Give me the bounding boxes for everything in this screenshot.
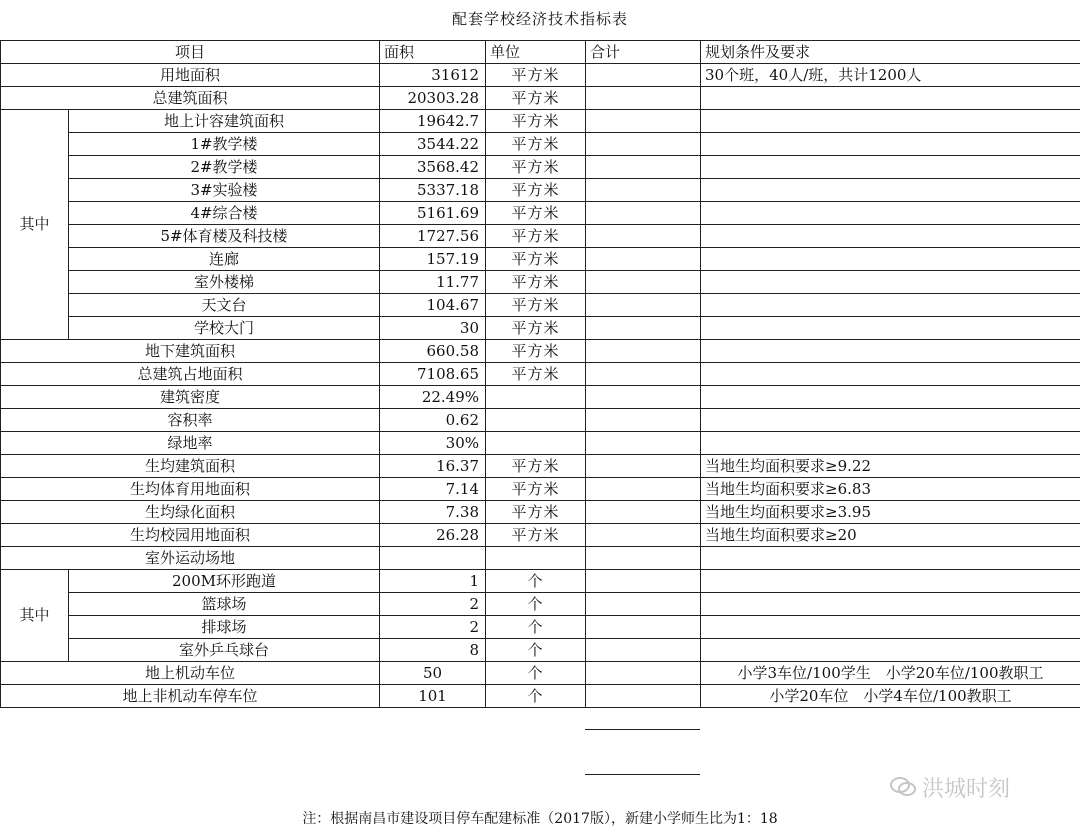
table-row [1, 179, 1080, 202]
table-row [1, 409, 1080, 432]
row-plan: 当地生均面积要求≥6.83 [701, 478, 1080, 501]
row-name: 地上计容建筑面积 [69, 110, 380, 133]
row-total [586, 478, 701, 501]
row-name: 篮球场 [69, 593, 380, 616]
row-name: 学校大门 [69, 317, 380, 340]
row-name: 连廊 [69, 248, 380, 271]
row-plan [701, 593, 1080, 616]
row-area: 5161.69 [380, 202, 486, 225]
row-unit [486, 409, 586, 432]
table-row [1, 685, 1080, 708]
row-unit: 平方米 [486, 133, 586, 156]
row-name: 4#综合楼 [69, 202, 380, 225]
total-split-line [585, 774, 700, 775]
row-plan [701, 225, 1080, 248]
row-name: 5#体育楼及科技楼 [69, 225, 380, 248]
table-row [1, 202, 1080, 225]
row-total [586, 409, 701, 432]
row-name: 排球场 [69, 616, 380, 639]
row-plan: 小学3车位/100学生 小学20车位/100教职工 [701, 662, 1080, 685]
table-row [1, 156, 1080, 179]
header-unit: 单位 [486, 41, 586, 64]
row-name: 天文台 [69, 294, 380, 317]
row-total [586, 616, 701, 639]
header-area: 面积 [380, 41, 486, 64]
row-total [586, 133, 701, 156]
row-area: 1727.56 [380, 225, 486, 248]
row-plan [701, 317, 1080, 340]
row-area: 104.67 [380, 294, 486, 317]
table-row [1, 455, 1080, 478]
table-row [1, 386, 1080, 409]
header-plan: 规划条件及要求 [701, 41, 1080, 64]
row-area: 7.14 [380, 478, 486, 501]
row-area: 3544.22 [380, 133, 486, 156]
table-row [1, 363, 1080, 386]
table-row [1, 271, 1080, 294]
row-name: 地上机动车位 [1, 662, 380, 685]
table-row [1, 570, 1080, 593]
row-name: 1#教学楼 [69, 133, 380, 156]
row-area: 20303.28 [380, 87, 486, 110]
row-plan [701, 616, 1080, 639]
row-area: 11.77 [380, 271, 486, 294]
table-row [1, 110, 1080, 133]
header-row [1, 41, 1080, 64]
row-unit: 平方米 [486, 478, 586, 501]
row-area: 2 [380, 593, 486, 616]
row-unit: 平方米 [486, 363, 586, 386]
row-name: 2#教学楼 [69, 156, 380, 179]
row-unit: 平方米 [486, 340, 586, 363]
row-total [586, 501, 701, 524]
row-unit: 个 [486, 639, 586, 662]
row-name: 地下建筑面积 [1, 340, 380, 363]
table-row [1, 248, 1080, 271]
row-plan [701, 340, 1080, 363]
row-name: 容积率 [1, 409, 380, 432]
row-area: 2 [380, 616, 486, 639]
table-row [1, 133, 1080, 156]
row-area: 22.49% [380, 386, 486, 409]
row-plan [701, 110, 1080, 133]
table-row [1, 662, 1080, 685]
row-total [586, 340, 701, 363]
row-name: 生均建筑面积 [1, 455, 380, 478]
row-area: 7.38 [380, 501, 486, 524]
row-area: 8 [380, 639, 486, 662]
row-unit: 平方米 [486, 64, 586, 87]
group-label: 其中 [1, 570, 69, 662]
row-unit: 平方米 [486, 156, 586, 179]
row-area: 660.58 [380, 340, 486, 363]
table-row [1, 87, 1080, 110]
row-total [586, 685, 701, 708]
row-name: 绿地率 [1, 432, 380, 455]
table-row [1, 501, 1080, 524]
row-area: 157.19 [380, 248, 486, 271]
header-item: 项目 [1, 41, 380, 64]
row-unit: 平方米 [486, 225, 586, 248]
wechat-icon [890, 776, 916, 804]
row-unit: 平方米 [486, 501, 586, 524]
row-name: 总建筑占地面积 [1, 363, 380, 386]
row-area: 30% [380, 432, 486, 455]
row-plan [701, 133, 1080, 156]
row-total [586, 179, 701, 202]
row-name: 总建筑面积 [1, 87, 380, 110]
row-plan: 30个班，40人/班，共计1200人 [701, 64, 1080, 87]
row-plan [701, 271, 1080, 294]
row-total [586, 455, 701, 478]
row-total [586, 317, 701, 340]
row-plan: 当地生均面积要求≥9.22 [701, 455, 1080, 478]
row-name: 用地面积 [1, 64, 380, 87]
row-plan [701, 570, 1080, 593]
table-row [1, 64, 1080, 87]
row-unit [486, 547, 586, 570]
row-unit: 平方米 [486, 317, 586, 340]
table-row [1, 524, 1080, 547]
row-unit: 平方米 [486, 294, 586, 317]
watermark [890, 772, 1010, 804]
row-plan [701, 294, 1080, 317]
row-unit: 个 [486, 685, 586, 708]
row-total [586, 639, 701, 662]
row-unit: 个 [486, 662, 586, 685]
table-row [1, 639, 1080, 662]
table-row [1, 225, 1080, 248]
row-total [586, 156, 701, 179]
row-unit: 平方米 [486, 248, 586, 271]
row-area: 19642.7 [380, 110, 486, 133]
row-total [586, 524, 701, 547]
row-plan [701, 363, 1080, 386]
row-plan [701, 179, 1080, 202]
table-row [1, 317, 1080, 340]
row-unit: 平方米 [486, 524, 586, 547]
table-title: 配套学校经济技术指标表 [451, 10, 628, 28]
row-name: 生均体育用地面积 [1, 478, 380, 501]
row-plan [701, 547, 1080, 570]
row-unit: 平方米 [486, 110, 586, 133]
row-area: 0.62 [380, 409, 486, 432]
table-row [1, 340, 1080, 363]
row-plan [701, 432, 1080, 455]
table-row [1, 593, 1080, 616]
row-total [586, 202, 701, 225]
row-name: 地上非机动车停车位 [1, 685, 380, 708]
row-unit [486, 386, 586, 409]
row-total [586, 225, 701, 248]
row-name: 3#实验楼 [69, 179, 380, 202]
row-area: 1 [380, 570, 486, 593]
row-total [586, 432, 701, 455]
row-unit: 平方米 [486, 455, 586, 478]
row-unit: 平方米 [486, 271, 586, 294]
row-name: 室外乒乓球台 [69, 639, 380, 662]
row-total [586, 294, 701, 317]
row-area: 7108.65 [380, 363, 486, 386]
row-name: 室外运动场地 [1, 547, 380, 570]
row-area: 16.37 [380, 455, 486, 478]
row-unit: 平方米 [486, 179, 586, 202]
row-total [586, 110, 701, 133]
row-area: 31612 [380, 64, 486, 87]
table-row [1, 294, 1080, 317]
row-total [586, 271, 701, 294]
row-unit [486, 432, 586, 455]
row-total [586, 363, 701, 386]
row-name: 室外楼梯 [69, 271, 380, 294]
row-plan [701, 87, 1080, 110]
row-total [586, 64, 701, 87]
row-total [586, 248, 701, 271]
indicator-table [0, 40, 1080, 708]
group-label: 其中 [1, 110, 69, 340]
row-unit: 平方米 [486, 202, 586, 225]
row-unit: 个 [486, 616, 586, 639]
row-area: 30 [380, 317, 486, 340]
row-plan: 小学20车位 小学4车位/100教职工 [701, 685, 1080, 708]
row-area: 50 [380, 662, 486, 685]
row-area: 5337.18 [380, 179, 486, 202]
row-name: 200M环形跑道 [69, 570, 380, 593]
footnote: 注：根据南昌市建设项目停车配建标准（2017版），新建小学师生比为1：18 [302, 811, 778, 827]
table-row [1, 432, 1080, 455]
row-unit: 平方米 [486, 87, 586, 110]
row-total [586, 662, 701, 685]
row-name: 生均绿化面积 [1, 501, 380, 524]
row-plan [701, 386, 1080, 409]
row-plan [701, 409, 1080, 432]
row-total [586, 547, 701, 570]
row-plan: 当地生均面积要求≥20 [701, 524, 1080, 547]
row-plan [701, 156, 1080, 179]
row-area [380, 547, 486, 570]
table-row [1, 547, 1080, 570]
table-row [1, 616, 1080, 639]
header-total: 合计 [586, 41, 701, 64]
watermark-text: 洪城时刻 [922, 777, 1011, 802]
row-total [586, 570, 701, 593]
row-area: 3568.42 [380, 156, 486, 179]
table-row [1, 478, 1080, 501]
row-name: 建筑密度 [1, 386, 380, 409]
row-name: 生均校园用地面积 [1, 524, 380, 547]
row-plan [701, 639, 1080, 662]
row-area: 101 [380, 685, 486, 708]
row-area: 26.28 [380, 524, 486, 547]
row-unit: 个 [486, 570, 586, 593]
row-plan [701, 248, 1080, 271]
total-split-line [585, 729, 700, 730]
row-unit: 个 [486, 593, 586, 616]
row-plan [701, 202, 1080, 225]
row-total [586, 593, 701, 616]
row-plan: 当地生均面积要求≥3.95 [701, 501, 1080, 524]
row-total [586, 386, 701, 409]
row-total [586, 87, 701, 110]
